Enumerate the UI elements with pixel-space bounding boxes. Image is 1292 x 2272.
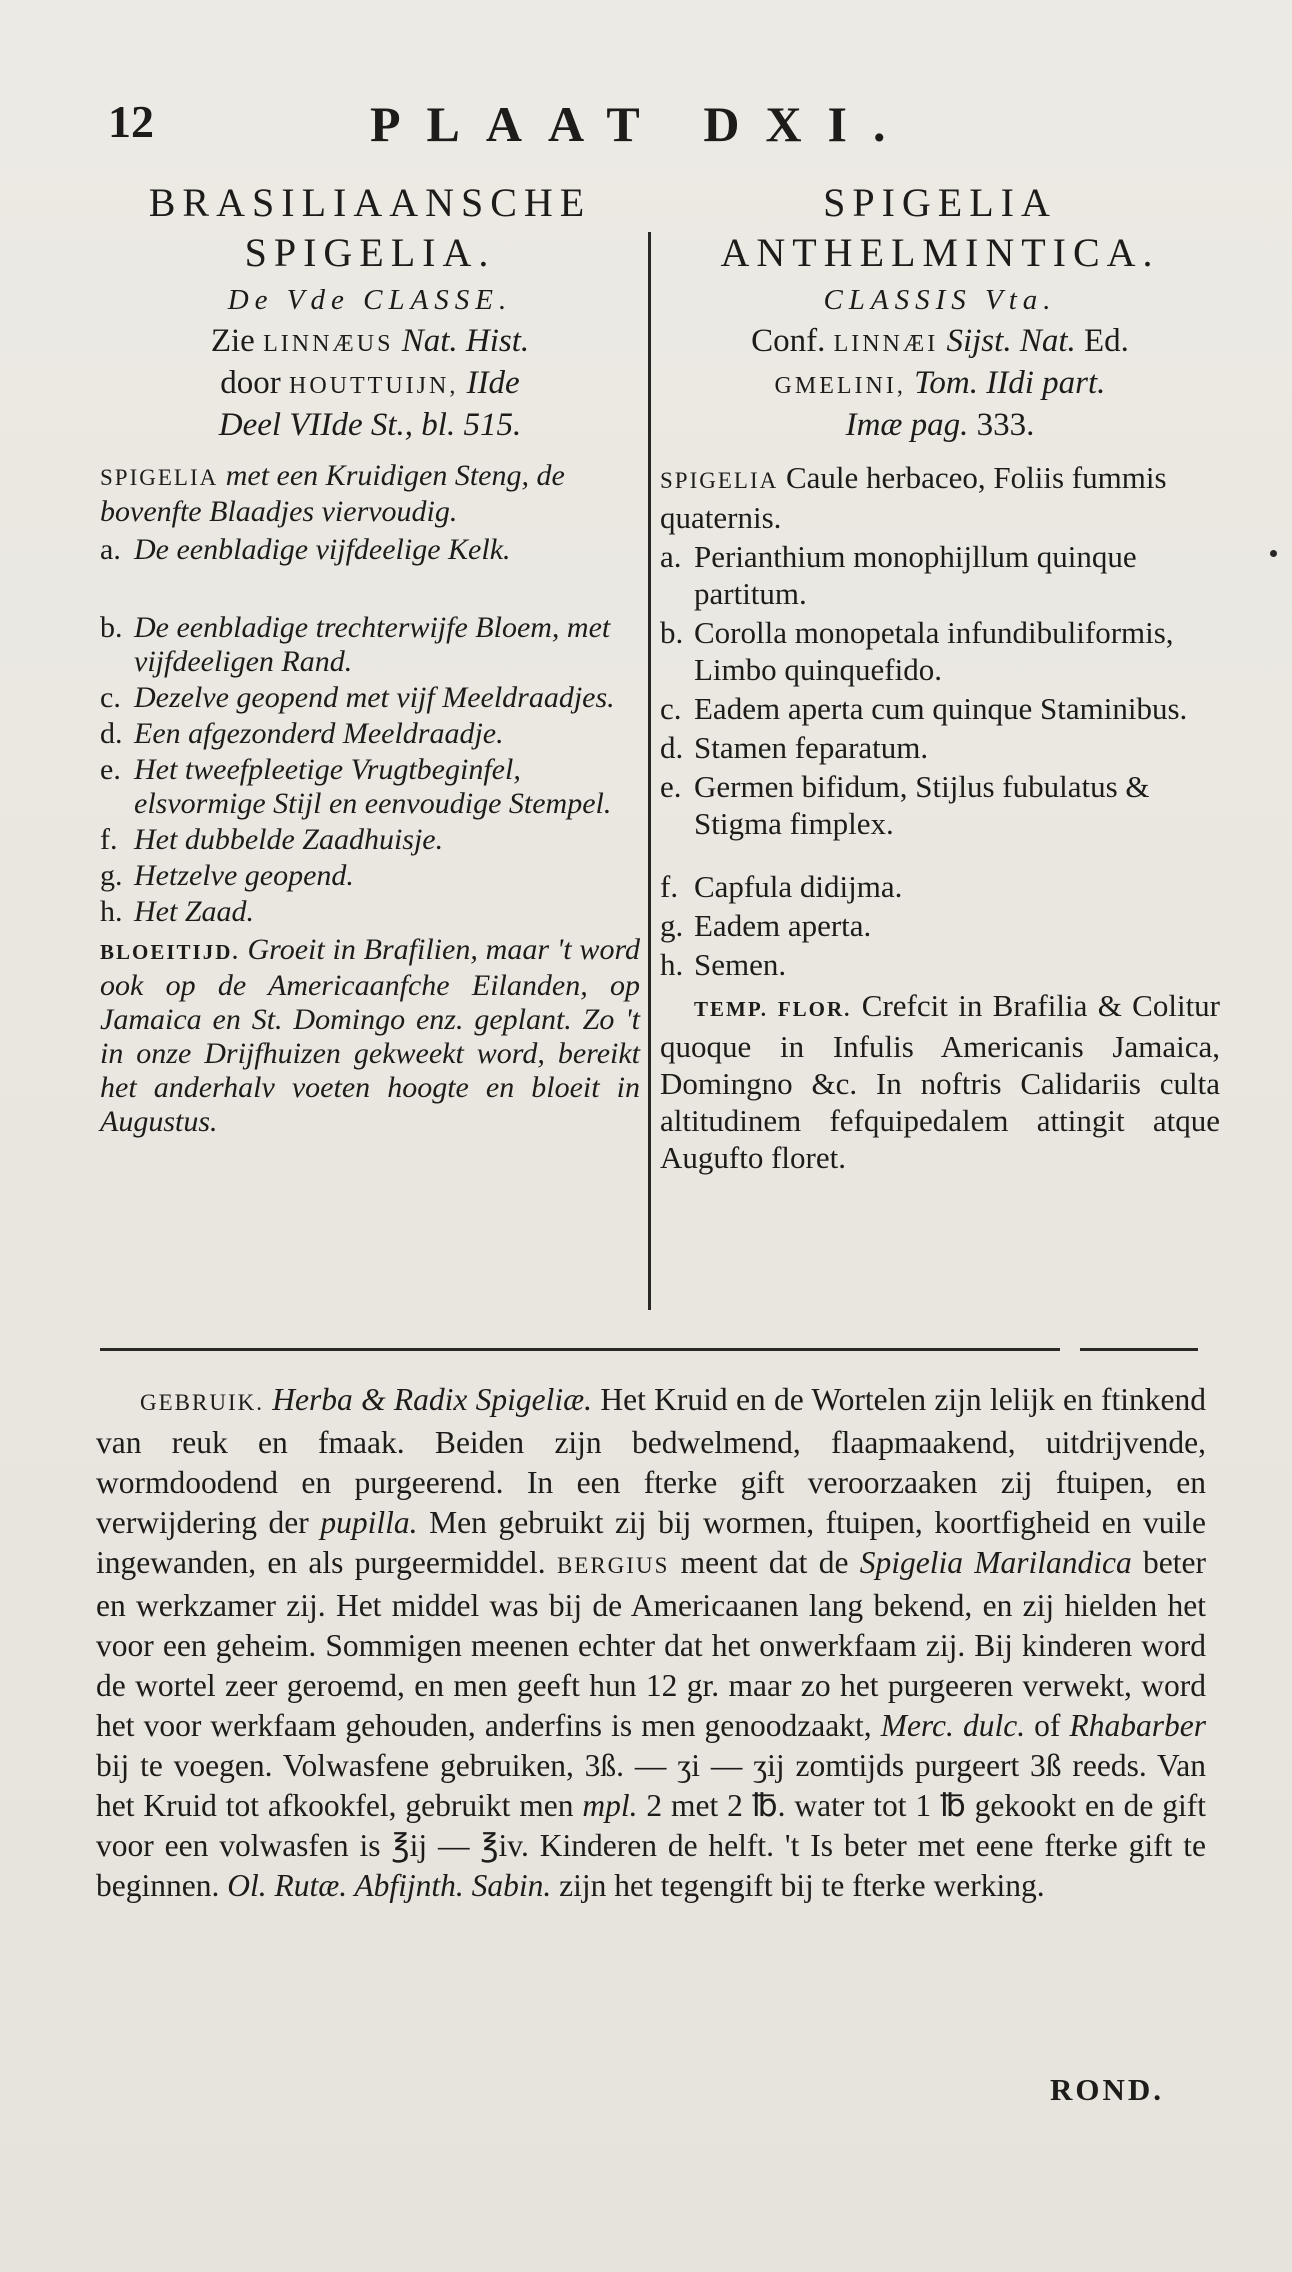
tempflor-text: Crefcit in Brafilia & Colitur quoque in Infulis Americanis Jamaica, Domingno &c. In noftris Calidariis culta altitudinem fefquipedalem attingit atque Augufto floret.	[660, 988, 1220, 1175]
genus-name: SPIGELIA	[660, 468, 779, 493]
figure-item-f	[100, 823, 640, 857]
gebruik-text: bij te voegen. Volwasfene gebruiken, 3ß. — ʒi — ʒij zomtijds purgeert 3ß reeds. Van het Kruid tot afkookfel, gebruikt men	[96, 1748, 1206, 1823]
ink-speck	[1270, 550, 1277, 557]
figure-item-c	[660, 690, 1220, 727]
gebruik-text: meent dat de	[680, 1545, 849, 1580]
figure-item-g	[660, 907, 1220, 944]
dutch-description	[100, 459, 640, 529]
item-text: Eadem aperta.	[694, 908, 872, 943]
description-text: met een Kruidigen Steng, de bovenfte Blaadjes viervoudig.	[100, 459, 565, 528]
section-rule-end	[1080, 1348, 1198, 1351]
dutch-reference	[100, 322, 640, 445]
item-text: Corolla monopetala infundibuliformis, Limbo quinquefido.	[694, 615, 1174, 687]
item-text: Het Zaad.	[134, 895, 254, 928]
gebruik-herba: Herba & Radix Spigeliæ.	[272, 1382, 593, 1417]
figure-item-a	[660, 538, 1220, 612]
item-label: b.	[100, 611, 123, 644]
item-label: f.	[660, 869, 679, 904]
gebruik-label: GEBRUIK.	[140, 1390, 264, 1415]
ref-part: Tom. IIdi part.	[914, 365, 1106, 401]
latin-description	[660, 459, 1220, 536]
item-label: g.	[100, 859, 123, 892]
gebruik-text: Men gebruikt zij bij wormen, ftuipen, koortfigheid en vuile ingewanden, en als purgeermiddel.	[96, 1505, 1207, 1580]
latin-class-line: CLASSIS Vta.	[823, 284, 1057, 316]
figure-item-d	[100, 717, 640, 751]
gebruik-text: zijn het tegengift bij te fterke werking.	[559, 1868, 1045, 1903]
description-text: Caule herbaceo, Foliis fummis quaternis.	[660, 460, 1167, 535]
item-text: Perianthium monophijllum quinque partitum.	[694, 539, 1137, 611]
gebruik-text: of	[1034, 1708, 1061, 1743]
ref-page-label: Imæ pag.	[845, 407, 969, 443]
item-label: a.	[660, 539, 682, 574]
ref-page: 333.	[976, 407, 1035, 443]
item-label: g.	[660, 908, 684, 943]
ref-work: Nat. Hist.	[401, 323, 530, 359]
item-text: Het dubbelde Zaadhuisje.	[134, 823, 444, 856]
ref-part: IIde	[466, 365, 520, 401]
ref-author: LINNÆI	[833, 331, 939, 357]
figure-item-c	[100, 681, 640, 715]
item-text: Stamen feparatum.	[694, 730, 929, 765]
ref-volume: Deel VIIde St., bl. 515.	[218, 407, 522, 443]
tempflor-label: TEMP. FLOR.	[694, 997, 852, 1021]
item-label: a.	[100, 533, 121, 566]
item-text: Capfula didijma.	[694, 869, 903, 904]
figure-item-f	[660, 868, 1220, 905]
genus-name: SPIGELIA	[100, 465, 219, 490]
item-label: d.	[100, 717, 123, 750]
ref-author: GMELINI,	[774, 373, 906, 399]
item-text: Dezelve geopend met vijf Meeldraadjes.	[134, 681, 615, 714]
bloeitijd-text: Groeit in Brafilien, maar 't word ook op de Americaanfche Eilanden, op Jamaica en St. Domingo enz. geplant. Zo 't in onze Drijfhuizen gekweekt word, bereikt het anderhalv voeten hoogte en bloeit in Augustus.	[100, 933, 640, 1138]
gebruik-term: Spigelia Marilandica	[859, 1545, 1132, 1580]
latin-title-line-1: SPIGELIA	[823, 180, 1057, 225]
item-text: Hetzelve geopend.	[134, 859, 354, 892]
latin-tempflor	[660, 987, 1220, 1176]
item-label: d.	[660, 730, 684, 765]
figure-item-d	[660, 729, 1220, 766]
dutch-column	[100, 178, 640, 1139]
figure-item-b	[100, 611, 640, 679]
dutch-class-line: De Vde CLASSE.	[227, 284, 513, 316]
latin-reference	[660, 322, 1220, 445]
figure-item-a	[100, 533, 640, 567]
gebruik-term: Rhabarber	[1069, 1708, 1207, 1743]
gebruik-term: Merc. dulc.	[880, 1708, 1026, 1743]
gebruik-text: 2 met 2 ℔. water tot 1 ℔ gekookt en de gift voor een volwasfen is ℥ij — ℥iv. Kinderen de helft. 't Is beter met eene fterke gift te beginnen.	[96, 1788, 1207, 1903]
ref-word: door	[220, 365, 281, 401]
figure-item-b	[660, 614, 1220, 688]
item-label: c.	[100, 681, 121, 714]
item-text: De eenbladige vijfdeelige Kelk.	[134, 533, 511, 566]
plate-title: PLAAT DXI.	[370, 96, 912, 152]
dutch-bloeitijd	[100, 933, 640, 1139]
section-rule	[100, 1348, 1060, 1351]
figure-item-e	[660, 768, 1220, 842]
figure-item-h	[660, 946, 1220, 983]
page-number: 12	[108, 96, 154, 147]
gebruik-term: mpl.	[582, 1788, 638, 1823]
gebruik-text: Het Kruid en de Wortelen zijn lelijk en ftinkend van reuk en fmaak. Beiden zijn bedwelmend, flaapmaakend, uitdrijvende, wormdoodend en purgeerend. In een fterke gift veroorzaaken zij ftuipen, en verwijdering der	[96, 1382, 1206, 1540]
figure-item-h	[100, 895, 640, 929]
latin-title-line-2: ANTHELMINTICA.	[720, 230, 1160, 275]
ref-word: Ed.	[1084, 323, 1129, 359]
gebruik-text: beter en werkzamer zij. Het middel was bij de Americaanen lang bekend, en zij hielden het voor een geheim. Sommigen meenen echter dat het onwerkfaam zij. Bij kinderen word de wortel zeer geroemd, en men geeft hun 12 gr. maar zo het purgeeren verwekt, word het voor werkfaam gehouden, anderfins is men genoodzaakt,	[96, 1545, 1206, 1743]
figure-item-g	[100, 859, 640, 893]
gebruik-paragraph	[96, 1380, 1206, 1906]
ref-word: Zie	[210, 323, 255, 359]
item-text: Het tweefpleetige Vrugtbeginfel, elsvormige Stijl en eenvoudige Stempel.	[134, 753, 612, 820]
item-label: f.	[100, 823, 118, 856]
catchword: ROND.	[1050, 2072, 1165, 2107]
item-text: Een afgezonderd Meeldraadje.	[134, 717, 504, 750]
item-label: c.	[660, 691, 682, 726]
latin-column	[660, 178, 1220, 1176]
figure-item-e	[100, 753, 640, 821]
item-text: Eadem aperta cum quinque Staminibus.	[694, 691, 1188, 726]
item-text: Semen.	[694, 947, 787, 982]
item-label: h.	[660, 947, 684, 982]
item-label: e.	[100, 753, 121, 786]
gebruik-term: Ol. Rutæ. Abfijnth. Sabin.	[227, 1868, 552, 1903]
gebruik-author: BERGIUS	[556, 1553, 670, 1578]
item-text: Germen bifidum, Stijlus fubulatus & Stigma fimplex.	[694, 769, 1150, 841]
item-text: De eenbladige trechterwijfe Bloem, met vijfdeeligen Rand.	[134, 611, 611, 678]
page-header	[0, 95, 1292, 165]
dutch-title-line-1: BRASILIAANSCHE	[148, 180, 592, 225]
gebruik-term: pupilla.	[320, 1505, 418, 1540]
bloeitijd-label: BLOEITIJD.	[100, 940, 240, 964]
column-divider	[648, 232, 651, 1310]
latin-figure-list	[660, 538, 1220, 983]
item-label: e.	[660, 769, 682, 804]
item-label: h.	[100, 895, 123, 928]
ref-work: Sijst. Nat.	[946, 323, 1076, 359]
ref-author: LINNÆUS	[263, 331, 394, 357]
dutch-title-line-2: SPIGELIA.	[244, 230, 496, 275]
item-label: b.	[660, 615, 684, 650]
dutch-figure-list	[100, 533, 640, 929]
ref-word: Conf.	[751, 323, 826, 359]
ref-author: HOUTTUIJN,	[289, 373, 459, 399]
